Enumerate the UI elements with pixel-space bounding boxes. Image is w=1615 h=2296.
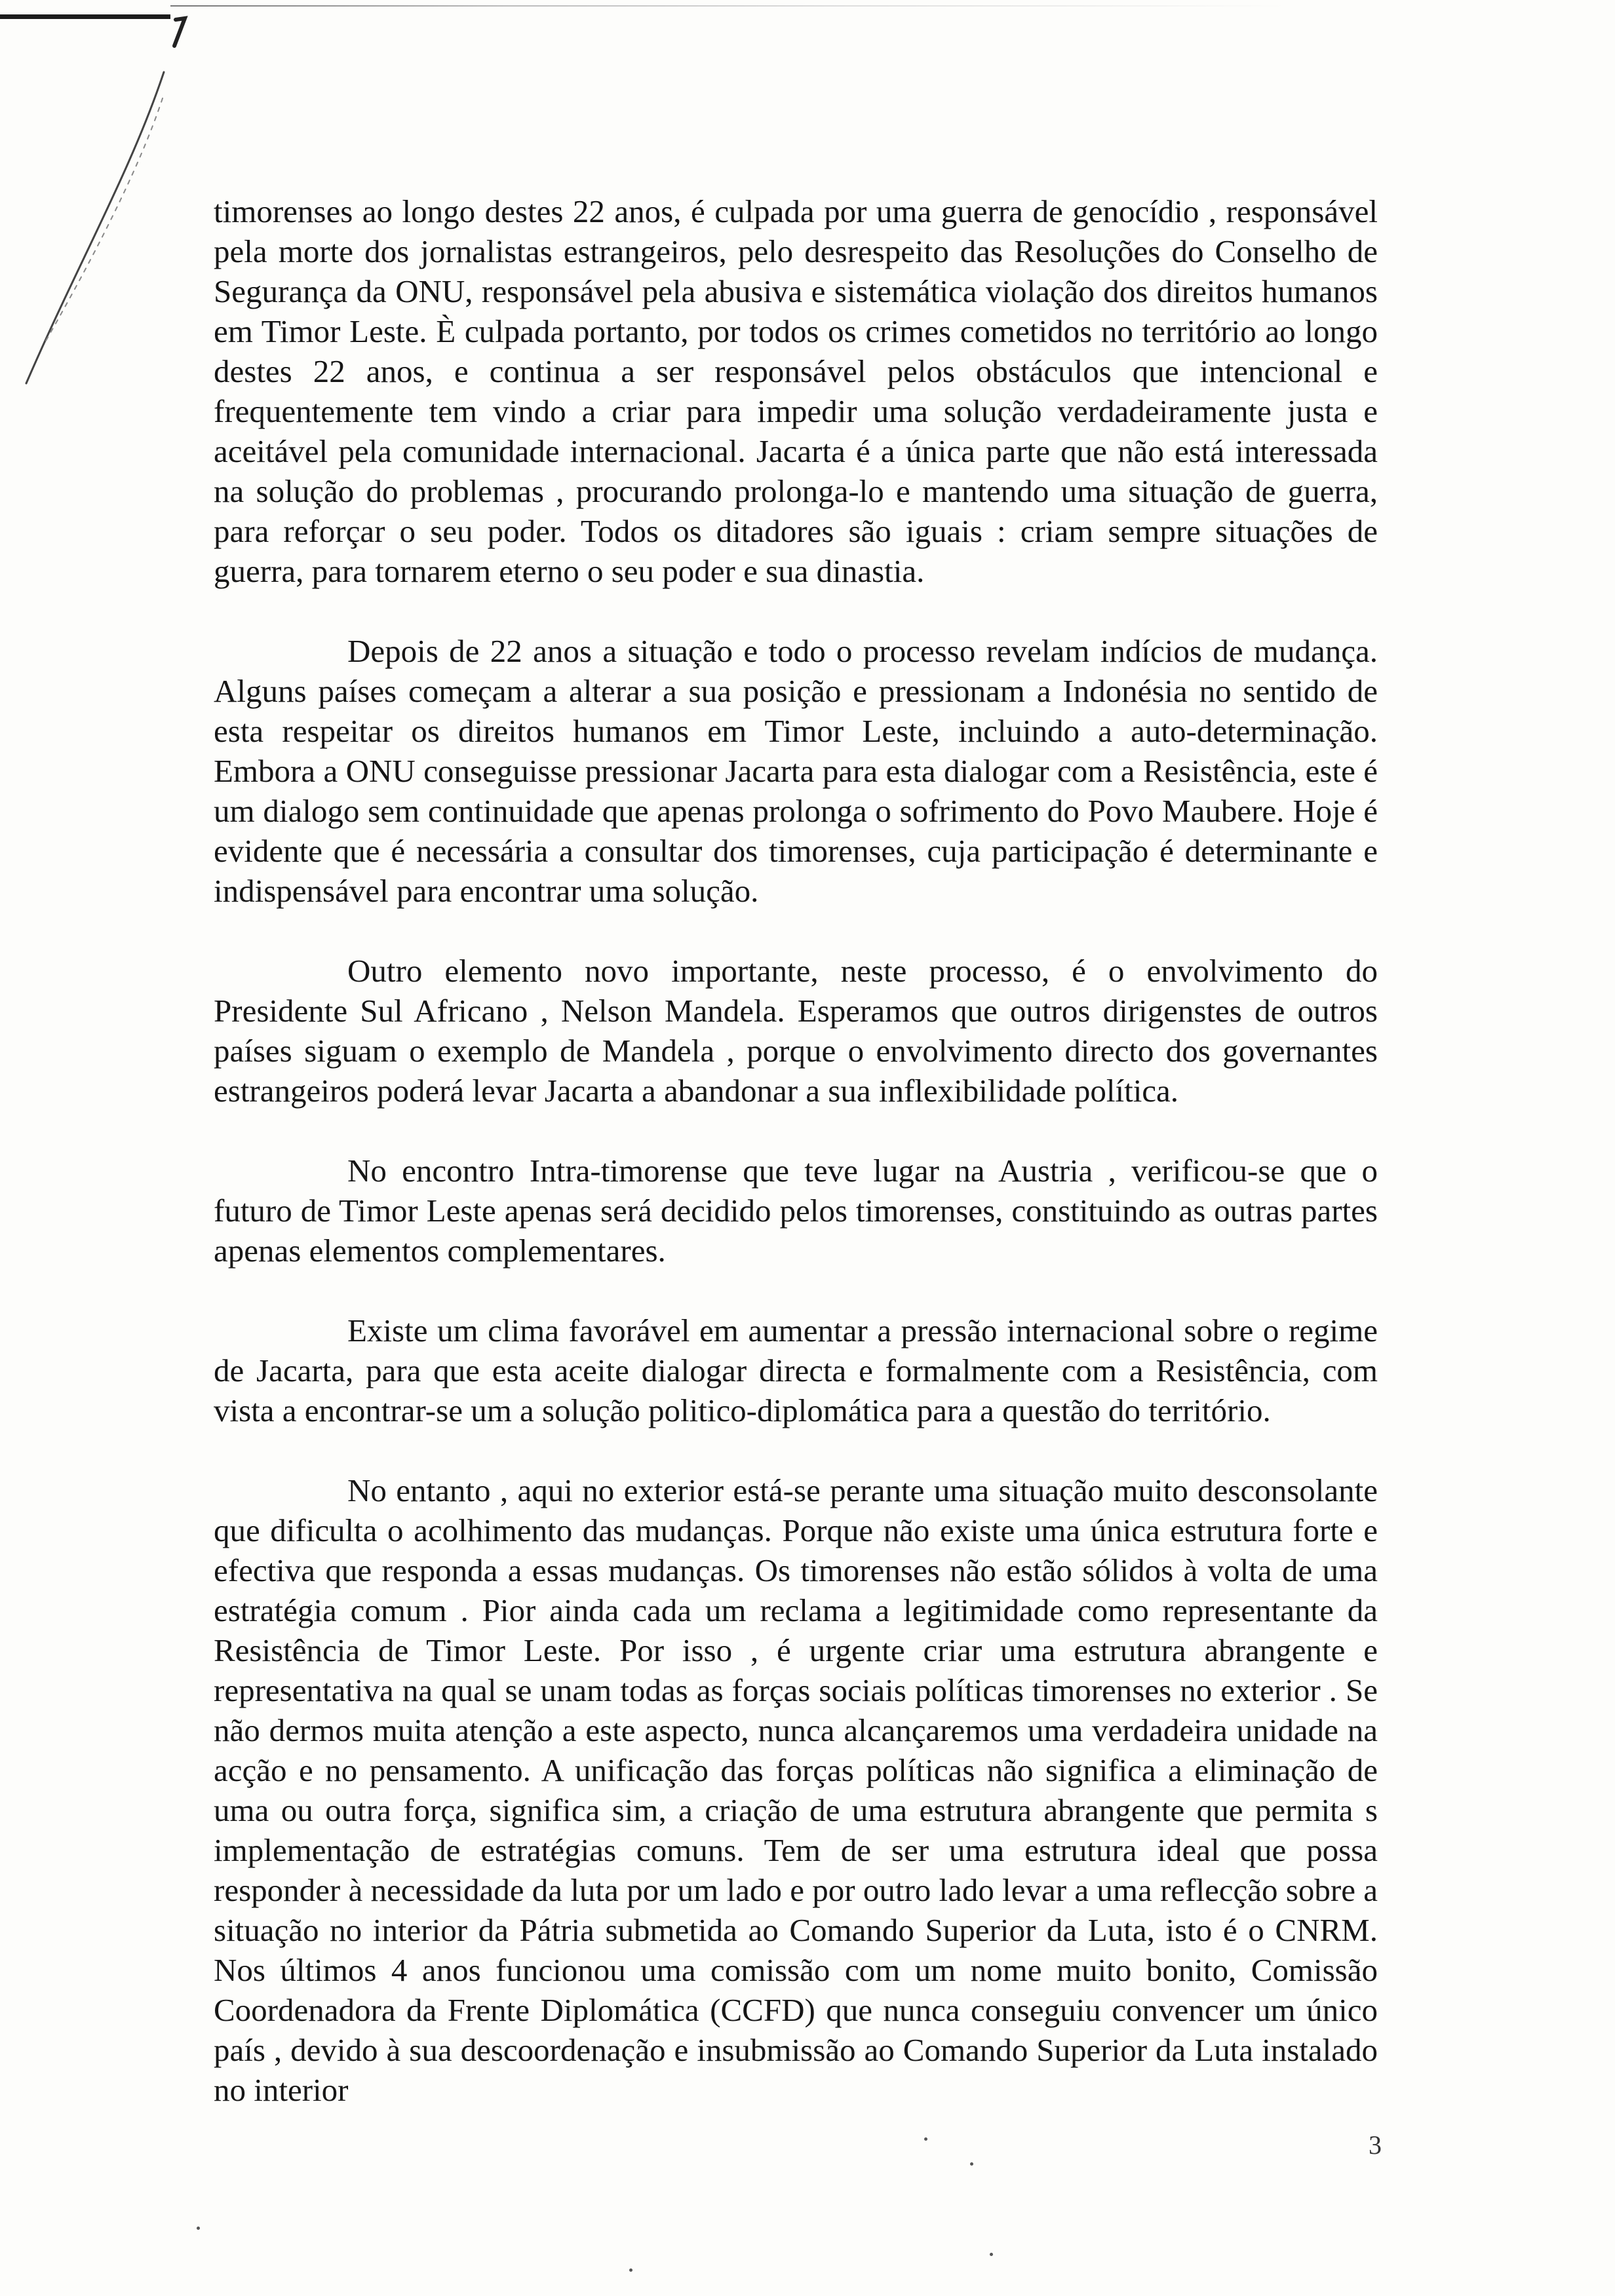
letter-body xyxy=(214,191,1378,2110)
page-number: 3 xyxy=(1369,2130,1382,2160)
scan-speck xyxy=(197,2227,200,2230)
paragraph-4: No encontro Intra-timorense que teve lugar na Austria , verificou-se que o futuro de Timor Leste apenas será decidido pelos timorenses, constituindo as outras partes apenas elementos complementares. xyxy=(214,1153,1378,1269)
scan-speck xyxy=(970,2162,973,2166)
paragraph-5: Existe um clima favorável em aumentar a pressão internacional sobre o regime de Jacarta, para que esta aceite dialogar directa e formalmente com a Resistência, com vista a encontrar-se um a solução politico-diplomática para a questão do território. xyxy=(214,1312,1378,1428)
paragraph-2: Depois de 22 anos a situação e todo o processo revelam indícios de mudança. Alguns países começam a alterar a sua posição e pressionam a Indonésia no sentido de esta respeitar os direitos humanos em Timor Leste, incluindo a auto-determinação. Embora a ONU conseguisse pressionar Jacarta para esta dialogar com a Resistência, este é um dialogo sem continuidade que apenas prolonga o sofrimento do Povo Maubere. Hoje é evidente que é necessária a consultar dos timorenses, cuja participação é determinante e indispensável para encontrar uma solução. xyxy=(214,633,1378,909)
paragraph-1: timorenses ao longo destes 22 anos, é culpada por uma guerra de genocídio , responsável pela morte dos jornalistas estrangeiros, pelo desrespeito das Resoluções do Conselho de Segurança da ONU, responsável pela abusiva e sistemática violação dos direitos humanos em Timor Leste. È culpada portanto, por todos os crimes cometidos no território ao longo destes 22 anos, e continua a ser responsável pelos obstáculos que intencional e frequentemente tem vindo a criar para impedir uma solução verdadeiramente justa e aceitável pela comunidade internacional. Jacarta é a única parte que não está interessada na solução do problemas , procurando prolonga-lo e mantendo uma situação de guerra, para reforçar o seu poder. Todos os ditadores são iguais : criam sempre situações de guerra, para tornarem eterno o seu poder e sua dinastia. xyxy=(214,193,1378,589)
scan-speck xyxy=(924,2137,927,2141)
margin-pen-stroke xyxy=(0,0,223,406)
scan-speck xyxy=(990,2253,993,2256)
paragraph-3: Outro elemento novo importante, neste processo, é o envolvimento do Presidente Sul Africano , Nelson Mandela. Esperamos que outros dirigenstes de outros países siguam o exemplo de Mandela , porque o envolvimento directo dos governantes estrangeiros poderá levar Jacarta a abandonar a sua inflexibilidade política. xyxy=(214,953,1378,1109)
scan-speck xyxy=(629,2268,632,2272)
top-edge-line xyxy=(170,5,1285,7)
paragraph-6: No entanto , aqui no exterior está-se perante uma situação muito desconsolante que dificulta o acolhimento das mudanças. Porque não existe uma única estrutura forte e efectiva que responda a essas mudanças. Os timorenses não estão sólidos à volta de uma estratégia comum . Pior ainda cada um reclama a legitimidade como representante da Resistência de Timor Leste. Por isso , é urgente criar uma estrutura abrangente e representativa na qual se unam todas as forças sociais políticas timorenses no exterior . Se não dermos muita atenção a este aspecto, nunca alcançaremos uma verdadeira unidade na acção e no pensamento. A unificação das forças políticas não significa a eliminação de uma ou outra força, significa sim, a criação de uma estrutura abrangente que permita s implementação de estratégias comuns. Tem de ser uma estrutura ideal que possa responder à necessidade da luta por um lado e por outro lado levar a uma reflecção sobre a situação no interior da Pátria submetida ao Comando Superior da Luta, isto é o CNRM. Nos últimos 4 anos funcionou uma comissão com um nome muito bonito, Comissão Coordenadora da Frente Diplomática (CCFD) que nunca conseguiu convencer um único país , devido à sua descoordenação e insubmissão ao Comando Superior da Luta instalado no interior xyxy=(214,1472,1378,2108)
